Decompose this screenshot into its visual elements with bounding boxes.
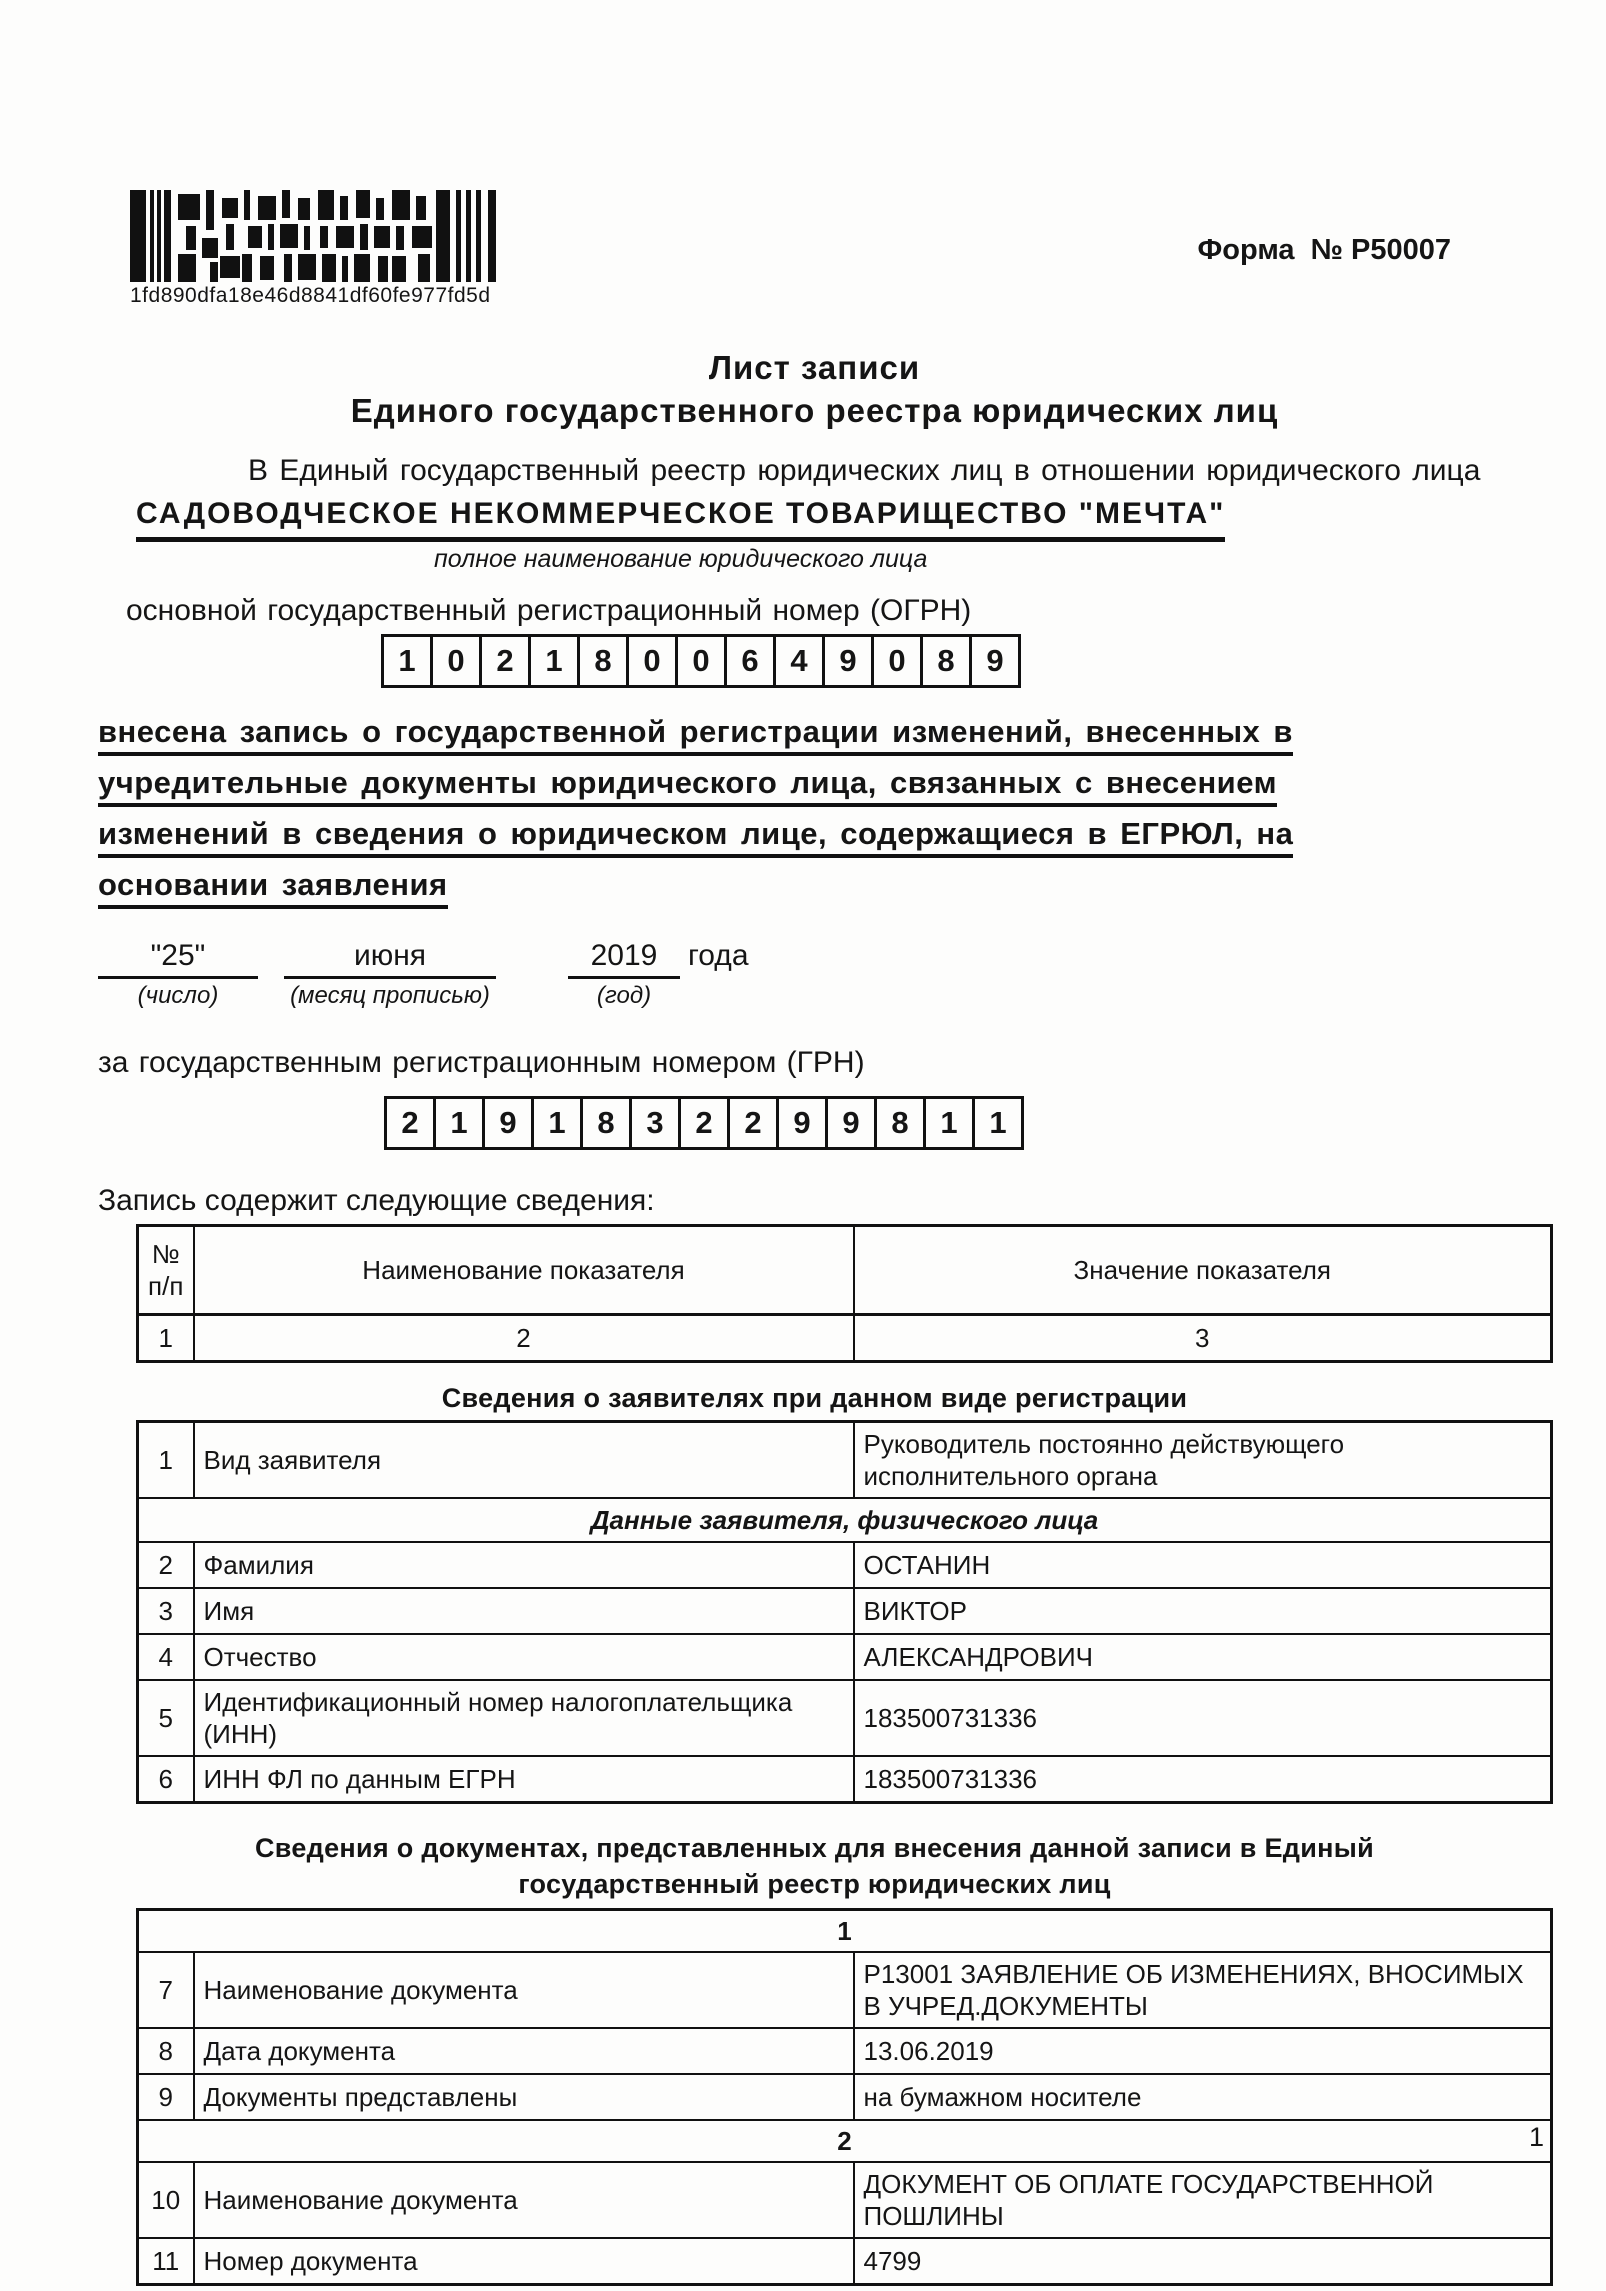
barcode-block bbox=[130, 190, 496, 308]
ogrn-digit: 4 bbox=[773, 634, 825, 688]
indicator-value-cell: 183500731336 bbox=[854, 1680, 1552, 1756]
date-year-value: 2019 bbox=[568, 939, 680, 979]
registration-date bbox=[98, 939, 1531, 1010]
grn-digit: 9 bbox=[482, 1096, 534, 1150]
grn-digit: 9 bbox=[825, 1096, 877, 1150]
indicator-name-cell: Наименование документа bbox=[194, 1952, 854, 2028]
row-num-cell: 10 bbox=[138, 2162, 194, 2238]
ogrn-digit: 2 bbox=[479, 634, 531, 688]
row-num-cell: 8 bbox=[138, 2028, 194, 2074]
ogrn-digit: 1 bbox=[381, 634, 433, 688]
grn-digit: 1 bbox=[433, 1096, 485, 1150]
grn-digit: 1 bbox=[923, 1096, 975, 1150]
row-num-cell: 3 bbox=[138, 1588, 194, 1634]
grn-digit: 9 bbox=[776, 1096, 828, 1150]
subheader-cell: Данные заявителя, физического лица bbox=[138, 1498, 1552, 1542]
ogrn-digit: 0 bbox=[871, 634, 923, 688]
ogrn-digit: 0 bbox=[626, 634, 678, 688]
grn-digit: 2 bbox=[384, 1096, 436, 1150]
grn-digit: 8 bbox=[580, 1096, 632, 1150]
ogrn-digit: 8 bbox=[577, 634, 629, 688]
indicator-name-cell: Имя bbox=[194, 1588, 854, 1634]
indicator-name-cell: Наименование документа bbox=[194, 2162, 854, 2238]
header-num-line1: № bbox=[151, 1239, 180, 1269]
page-number: 1 bbox=[1528, 2122, 1544, 2152]
numbering-cell: 2 bbox=[194, 1315, 854, 1362]
indicator-value-cell: АЛЕКСАНДРОВИЧ bbox=[854, 1634, 1552, 1680]
document-header bbox=[98, 190, 1531, 308]
document-title-line2: Единого государственного реестра юридических лиц bbox=[350, 392, 1279, 429]
ogrn-digit: 0 bbox=[675, 634, 727, 688]
date-day-caption: (число) bbox=[137, 982, 219, 1009]
indicator-name-cell: ИНН ФЛ по данным ЕГРН bbox=[194, 1756, 854, 1803]
date-year-caption: (год) bbox=[596, 982, 652, 1009]
document-group-row bbox=[138, 2120, 1552, 2162]
ogrn-digit: 9 bbox=[969, 634, 1021, 688]
header-num-line2: п/п bbox=[148, 1271, 184, 1301]
table-row bbox=[138, 1952, 1552, 2028]
applicants-section-title: Сведения о заявителях при данном виде регистрации bbox=[441, 1383, 1188, 1413]
date-month-caption: (месяц прописью) bbox=[290, 982, 490, 1009]
form-number-label: Форма № Р50007 bbox=[1197, 234, 1451, 266]
date-month-group bbox=[284, 939, 496, 1010]
indicator-name-cell: Дата документа bbox=[194, 2028, 854, 2074]
date-day-value: "25" bbox=[98, 939, 258, 979]
indicator-value-cell: 4799 bbox=[854, 2238, 1552, 2285]
record-header-table bbox=[136, 1224, 1553, 1363]
document-group-number: 1 bbox=[138, 1910, 1552, 1953]
table-row bbox=[138, 1542, 1552, 1588]
indicator-value-cell: 13.06.2019 bbox=[854, 2028, 1552, 2074]
table-numbering-row bbox=[138, 1315, 1552, 1362]
date-day-group bbox=[98, 939, 258, 1010]
row-num-cell: 9 bbox=[138, 2074, 194, 2120]
grn-digit: 1 bbox=[531, 1096, 583, 1150]
intro-text: В Единый государственный реестр юридических лиц в отношении юридического лица bbox=[248, 454, 1481, 487]
indicator-value-cell: ДОКУМЕНТ ОБ ОПЛАТЕ ГОСУДАРСТВЕННОЙ ПОШЛИНЫ bbox=[854, 2162, 1552, 2238]
ogrn-label: основной государственный регистрационный номер (ОГРН) bbox=[126, 594, 972, 627]
ogrn-digit: 1 bbox=[528, 634, 580, 688]
applicants-table bbox=[136, 1420, 1553, 1804]
documents-table bbox=[136, 1908, 1553, 2286]
date-month-value: июня bbox=[284, 939, 496, 979]
numbering-cell: 1 bbox=[138, 1315, 194, 1362]
grn-label: за государственным регистрационным номером (ГРН) bbox=[98, 1046, 865, 1079]
ogrn-digit: 8 bbox=[920, 634, 972, 688]
date-year-group bbox=[568, 939, 749, 1010]
record-statement-line: изменений в сведения о юридическом лице, содержащиеся в ЕГРЮЛ, на bbox=[98, 816, 1293, 858]
indicator-name-cell: Документы представлены bbox=[194, 2074, 854, 2120]
date-year-suffix: года bbox=[688, 939, 749, 972]
record-statement bbox=[98, 714, 1531, 909]
row-num-cell: 7 bbox=[138, 1952, 194, 2028]
indicator-name-cell: Номер документа bbox=[194, 2238, 854, 2285]
header-name-cell: Наименование показателя bbox=[194, 1226, 854, 1315]
indicator-value-cell: Руководитель постоянно действующего исполнительного органа bbox=[854, 1422, 1552, 1499]
indicator-value-cell: Р13001 ЗАЯВЛЕНИЕ ОБ ИЗМЕНЕНИЯХ, ВНОСИМЫХ В УЧРЕД.ДОКУМЕНТЫ bbox=[854, 1952, 1552, 2028]
company-name-caption: полное наименование юридического лица bbox=[434, 545, 928, 573]
indicator-name-cell: Вид заявителя bbox=[194, 1422, 854, 1499]
indicator-name-cell: Отчество bbox=[194, 1634, 854, 1680]
documents-section-title: Сведения о документах, представленных для внесения данной записи в Единый государственный реестр юридических лиц bbox=[254, 1833, 1374, 1899]
table-subheader-row bbox=[138, 1498, 1552, 1542]
row-num-cell: 1 bbox=[138, 1422, 194, 1499]
table-row bbox=[138, 1422, 1552, 1499]
grn-digit: 8 bbox=[874, 1096, 926, 1150]
document-group-row bbox=[138, 1910, 1552, 1953]
ogrn-digit-boxes bbox=[381, 634, 1018, 688]
barcode-image bbox=[130, 190, 496, 282]
ogrn-digit: 6 bbox=[724, 634, 776, 688]
table-row bbox=[138, 2074, 1552, 2120]
ogrn-digit: 0 bbox=[430, 634, 482, 688]
barcode-caption: 1fd890dfa18e46d8841df60fe977fd5d bbox=[130, 284, 491, 307]
grn-digit: 1 bbox=[972, 1096, 1024, 1150]
table-row bbox=[138, 1756, 1552, 1803]
ogrn-digit: 9 bbox=[822, 634, 874, 688]
indicator-name-cell: Идентификационный номер налогоплательщика (ИНН) bbox=[194, 1680, 854, 1756]
record-statement-line: учредительные документы юридического лица, связанных с внесением bbox=[98, 765, 1277, 807]
numbering-cell: 3 bbox=[854, 1315, 1552, 1362]
document-title-line1: Лист записи bbox=[708, 349, 921, 386]
row-num-cell: 6 bbox=[138, 1756, 194, 1803]
date-year-row bbox=[568, 939, 749, 979]
indicator-value-cell: ОСТАНИН bbox=[854, 1542, 1552, 1588]
company-name: САДОВОДЧЕСКОЕ НЕКОММЕРЧЕСКОЕ ТОВАРИЩЕСТВО "МЕЧТА" bbox=[136, 497, 1225, 542]
record-statement-line: внесена запись о государственной регистрации изменений, внесенных в bbox=[98, 714, 1293, 756]
table-row bbox=[138, 2162, 1552, 2238]
document-group-number: 2 bbox=[138, 2120, 1552, 2162]
indicator-name-cell: Фамилия bbox=[194, 1542, 854, 1588]
row-num-cell: 5 bbox=[138, 1680, 194, 1756]
table-header-row bbox=[138, 1226, 1552, 1315]
grn-digit: 3 bbox=[629, 1096, 681, 1150]
indicator-value-cell: ВИКТОР bbox=[854, 1588, 1552, 1634]
indicator-value-cell: на бумажном носителе bbox=[854, 2074, 1552, 2120]
company-block bbox=[136, 497, 1225, 574]
header-value-cell: Значение показателя bbox=[854, 1226, 1552, 1315]
table-row bbox=[138, 1588, 1552, 1634]
table-row bbox=[138, 2028, 1552, 2074]
row-num-cell: 2 bbox=[138, 1542, 194, 1588]
table-row bbox=[138, 2238, 1552, 2285]
row-num-cell: 4 bbox=[138, 1634, 194, 1680]
document-title bbox=[98, 346, 1531, 432]
header-num-cell bbox=[138, 1226, 194, 1315]
table-row bbox=[138, 1680, 1552, 1756]
indicator-value-cell: 183500731336 bbox=[854, 1756, 1552, 1803]
grn-digit-boxes bbox=[384, 1096, 1021, 1150]
grn-digit: 2 bbox=[727, 1096, 779, 1150]
grn-digit: 2 bbox=[678, 1096, 730, 1150]
table-row bbox=[138, 1634, 1552, 1680]
record-table-intro: Запись содержит следующие сведения: bbox=[98, 1184, 655, 1217]
row-num-cell: 11 bbox=[138, 2238, 194, 2285]
record-statement-line: основании заявления bbox=[98, 867, 448, 909]
